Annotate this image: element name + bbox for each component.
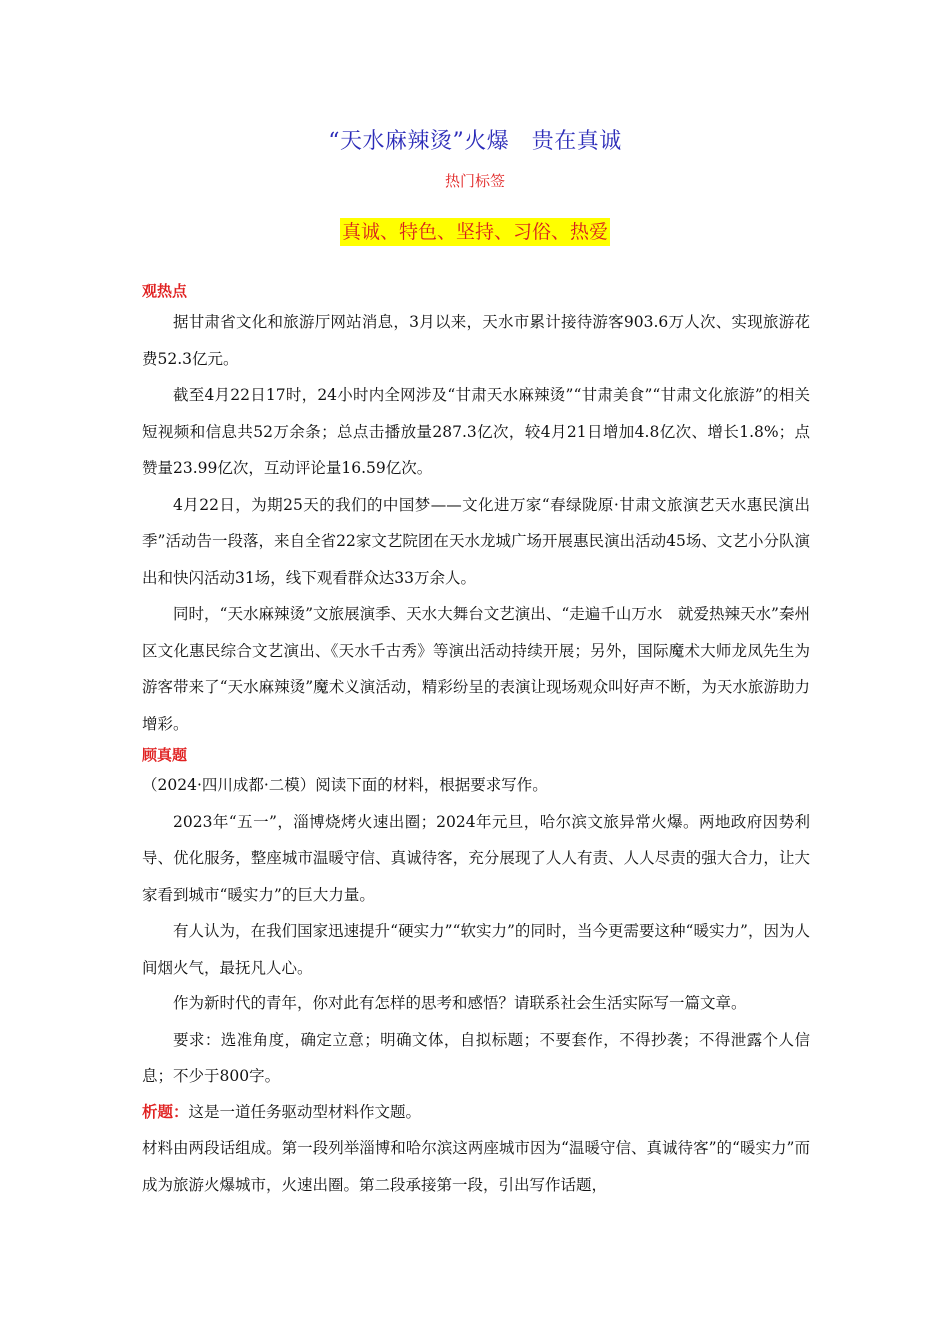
- question-source: （2024·四川成都·二模）阅读下面的材料，根据要求写作。: [142, 776, 548, 794]
- paragraph: 要求：选准角度，确定立意；明确文体，自拟标题；不要套作，不得抄袭；不得泄露个人信息；不少于800字。: [142, 1030, 810, 1085]
- paragraph: 据甘肃省文化和旅游厅网站消息，3月以来，天水市累计接待游客903.6万人次、实现旅游花费52.3亿元。: [142, 313, 810, 368]
- page-title: “天水麻辣烫”火爆 贵在真诚: [328, 129, 622, 154]
- section-heading-real-question: 顾真题: [142, 746, 188, 764]
- paragraph: 作为新时代的青年，你对此有怎样的思考和感悟？请联系社会生活实际写一篇文章。: [173, 994, 747, 1012]
- paragraph: 有人认为，在我们国家迅速提升“硬实力”“软实力”的同时，当今更需要这种“暖实力”，因为人间烟火气，最抚凡人心。: [142, 922, 810, 977]
- paragraph: 材料由两段话组成。第一段列举淄博和哈尔滨这两座城市因为“温暖守信、真诚待客”的“暖实力”而成为旅游火爆城市，火速出圈。第二段承接第一段，引出写作话题，: [142, 1139, 810, 1194]
- section-heading-hot-view: 观热点: [142, 282, 188, 300]
- tags-container: [0, 218, 950, 246]
- page-subtitle: 热门标签: [444, 172, 505, 190]
- paragraph: 截至4月22日17时，24小时内全网涉及“甘肃天水麻辣烫”“甘肃美食”“甘肃文化旅游”的相关短视频和信息共52万余条；总点击播放量287.3亿次，较4月21日增加4.8亿次、增长1.8%；点赞量23.99亿次，互动评论量16.59亿次。: [142, 386, 810, 477]
- paragraph: 同时，“天水麻辣烫”文旅展演季、天水大舞台文艺演出、“走遍千山万水 就爱热辣天水”秦州区文化惠民综合文艺演出、《天水千古秀》等演出活动持续开展；另外，国际魔术大师龙凤先生为游客带来了“天水麻辣烫”魔术义演活动，精彩纷呈的表演让现场观众叫好声不断，为天水旅游助力增彩。: [142, 605, 810, 733]
- hot-tags-highlight: 真诚、特色、坚持、习俗、热爱: [340, 218, 610, 246]
- document-body: [142, 278, 810, 1203]
- section-heading-analysis: 析题：: [142, 1102, 189, 1121]
- analysis-lead-text: 这是一道任务驱动型材料作文题。: [188, 1102, 422, 1121]
- paragraph: 2023年“五一”，淄博烧烤火速出圈；2024年元旦，哈尔滨文旅异常火爆。两地政府因势利导、优化服务，整座城市温暖守信、真诚待客，充分展现了人人有责、人人尽责的强大合力，让大家看到城市“暖实力”的巨大力量。: [142, 812, 810, 904]
- analysis-lead-line: [142, 1095, 810, 1131]
- paragraph: 4月22日，为期25天的我们的中国梦——文化进万家“春绿陇原·甘肃文旅演艺天水惠民演出季”活动告一段落，来自全省22家文艺院团在天水龙城广场开展惠民演出活动45场、文艺小分队演出和快闪活动31场，线下观看群众达33万余人。: [142, 495, 810, 587]
